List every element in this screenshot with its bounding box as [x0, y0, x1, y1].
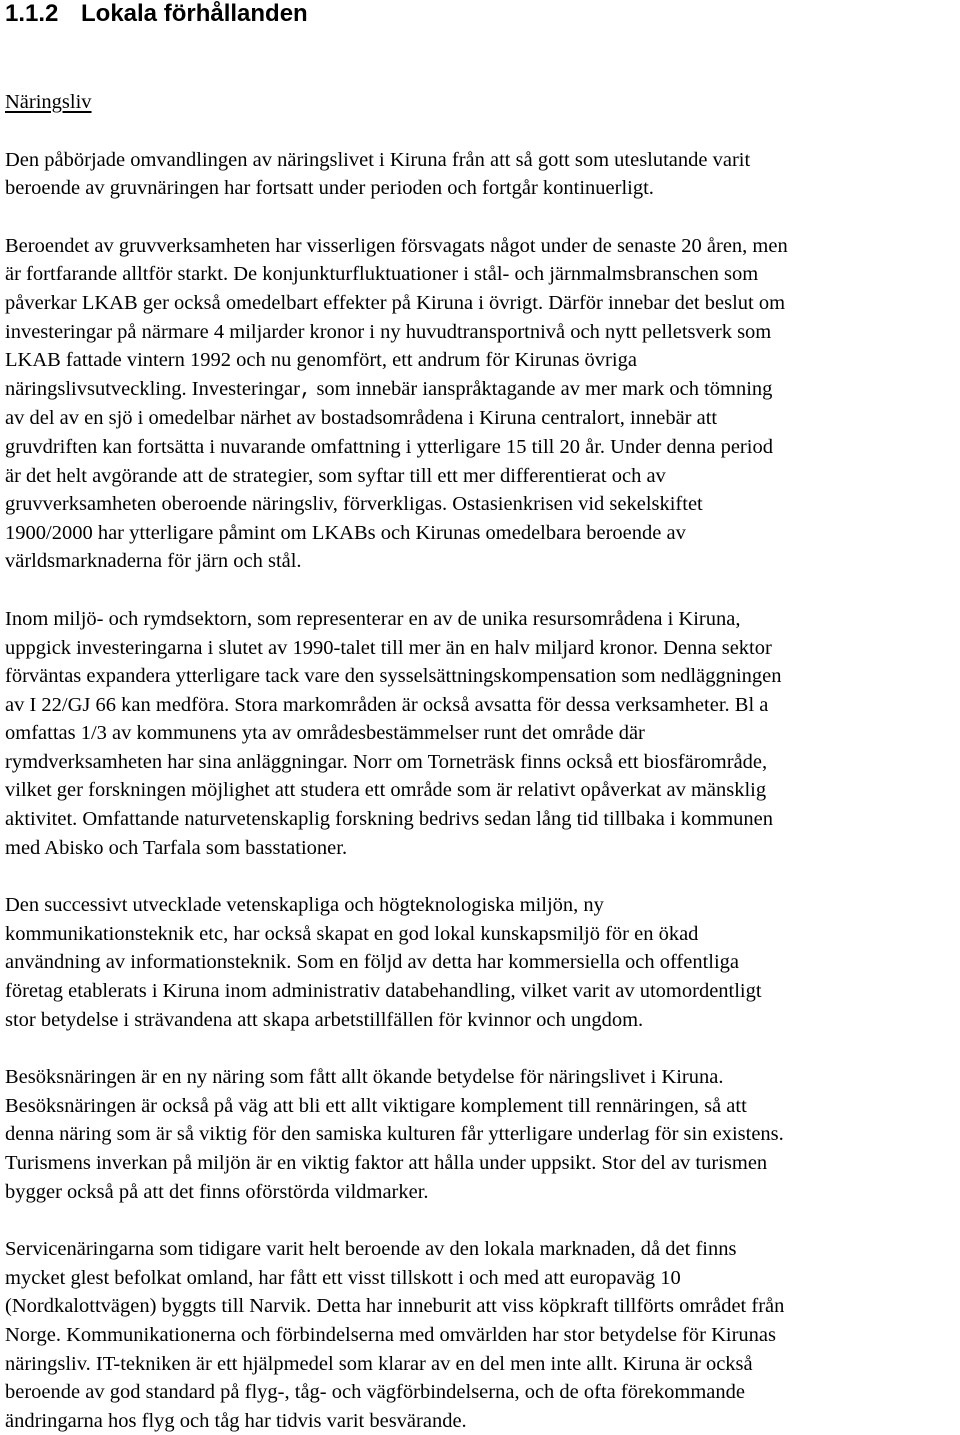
text-line: Den påbörjade omvandlingen av näringslivet i Kiruna från att så gott som uteslutande varit: [5, 148, 751, 171]
text-line: Inom miljö- och rymdsektorn, som representerar en av de unika resursområdena i Kiruna,: [5, 607, 741, 630]
paragraph: [5, 605, 955, 862]
paragraph: [5, 146, 955, 203]
text-line: LKAB fattade vintern 1992 och nu genomfört, ett andrum för Kirunas övriga: [5, 349, 637, 372]
text-line: är det helt avgörande att de strategier, som syftar till ett mer differentierat och av: [5, 464, 666, 487]
body-text: [5, 146, 955, 1435]
text-line: kommunikationsteknik etc, har också skapat en god lokal kunskapsmiljö för en ökad: [5, 922, 699, 945]
text-line: av del av en sjö i omedelbar närhet av bostadsområdena i Kiruna centralort, innebär att: [5, 407, 718, 430]
text-line: påverkar LKAB ger också omedelbart effekter på Kiruna i övrigt. Därför innebar det beslut om: [5, 291, 786, 314]
text-line: näringsliv. IT-tekniken är ett hjälpmedel som klarar av en del men inte allt. Kiruna är också: [5, 1352, 753, 1375]
paragraph: [5, 1235, 955, 1435]
text-line: Norge. Kommunikationerna och förbindelserna med omvärlden har stor betydelse för Kirunas: [5, 1323, 776, 1346]
text-line: Den successivt utvecklade vetenskapliga och högteknologiska miljön, ny: [5, 894, 604, 917]
text-line: investeringar på närmare 4 miljarder kronor i ny huvudtransportnivå och nytt pelletsverk som: [5, 320, 772, 343]
section-number: 1.1.2: [5, 0, 59, 27]
text-line: företag etablerats i Kiruna inom administrativ databehandling, vilket varit av utomordentligt: [5, 980, 762, 1003]
text-line: världsmarknaderna för järn och stål.: [5, 550, 302, 573]
text-line: bygger också på att det finns oförstörda vildmarker.: [5, 1180, 429, 1203]
text-line: rymdverksamheten har sina anläggningar. Norr om Torneträsk finns också ett biosfärområde,: [5, 750, 768, 773]
text-line: stor betydelse i strävandena att skapa arbetstillfällen för kvinnor och ungdom.: [5, 1008, 644, 1031]
text-line: denna näring som är så viktig för den samiska kulturen får ytterligare underlag för sin existens.: [5, 1123, 784, 1146]
text-line: (Nordkalottvägen) byggts till Narvik. Detta har inneburit att viss köpkraft tillförts området från: [5, 1295, 785, 1318]
text-line: med Abisko och Tarfala som basstationer.: [5, 836, 348, 859]
section-title: Lokala förhållanden: [81, 0, 308, 27]
subsection-heading: Näringsliv: [5, 91, 92, 113]
paragraph: [5, 232, 955, 576]
text-line: gruvverksamheten oberoende näringsliv, förverkligas. Ostasienkrisen vid sekelskiftet: [5, 493, 703, 516]
text-line: av I 22/GJ 66 kan medföra. Stora markområden är också avsatta för dessa verksamheter. Bl a: [5, 693, 769, 716]
paragraph: [5, 1063, 955, 1206]
text-line: ändringarna hos flyg och tåg har tidvis varit besvärande.: [5, 1409, 467, 1432]
text-line: beroende av god standard på flyg-, tåg- och vägförbindelserna, och de ofta förekommande: [5, 1381, 745, 1404]
text-line: är fortfarande alltför starkt. De konjunkturfluktuationer i stål- och järnmalmsbranschen som: [5, 263, 759, 286]
text-line: förväntas expandera ytterligare tack vare den sysselsättningskompensation som nedläggningen: [5, 665, 782, 688]
text-line: vilket ger forskningen möjlighet att studera ett område som är relativt opåverkat av mänsklig: [5, 779, 767, 802]
text-line: mycket glest befolkat omland, har fått ett visst tillskott i och med att europaväg 10: [5, 1266, 681, 1289]
text-line: 1900/2000 har ytterligare påmint om LKABs och Kirunas omedelbara beroende av: [5, 521, 686, 544]
document-page: [5, 0, 955, 1435]
text-line: beroende av gruvnäringen har fortsatt under perioden och fortgår kontinuerligt.: [5, 177, 654, 200]
text-line: användning av informationsteknik. Som en följd av detta har kommersiella och offentliga: [5, 951, 740, 974]
text-line: aktivitet. Omfattande naturvetenskaplig forskning bedrivs sedan lång tid tillbaka i kommunen: [5, 808, 773, 831]
text-line: Servicenäringarna som tidigare varit helt beroende av den lokala marknaden, då det finns: [5, 1238, 737, 1261]
paragraph: [5, 891, 955, 1034]
text-line: Besöksnäringen är också på väg att bli ett allt viktigare komplement till rennäringen, så att: [5, 1094, 747, 1117]
text-line: näringslivsutveckling. Investeringar, som innebär ianspråktagande av mer mark och tömning: [5, 377, 773, 401]
text-line: omfattas 1/3 av kommunens yta av områdesbestämmelser runt det område där: [5, 722, 645, 745]
text-line: uppgick investeringarna i slutet av 1990-talet till mer än en halv miljard kronor. Denna sektor: [5, 636, 772, 659]
text-line: gruvdriften kan fortsätta i nuvarande omfattning i ytterligare 15 till 20 år. Under denna period: [5, 435, 773, 458]
text-line: Turismens inverkan på miljön är en viktig faktor att hålla under uppsikt. Stor del av turismen: [5, 1152, 768, 1174]
text-line: Beroendet av gruvverksamheten har visserligen försvagats något under de senaste 20 åren, men: [5, 234, 788, 257]
section-heading: [5, 0, 955, 30]
text-line: Besöksnäringen är en ny näring som fått allt ökande betydelse för näringslivet i Kiruna.: [5, 1066, 724, 1089]
